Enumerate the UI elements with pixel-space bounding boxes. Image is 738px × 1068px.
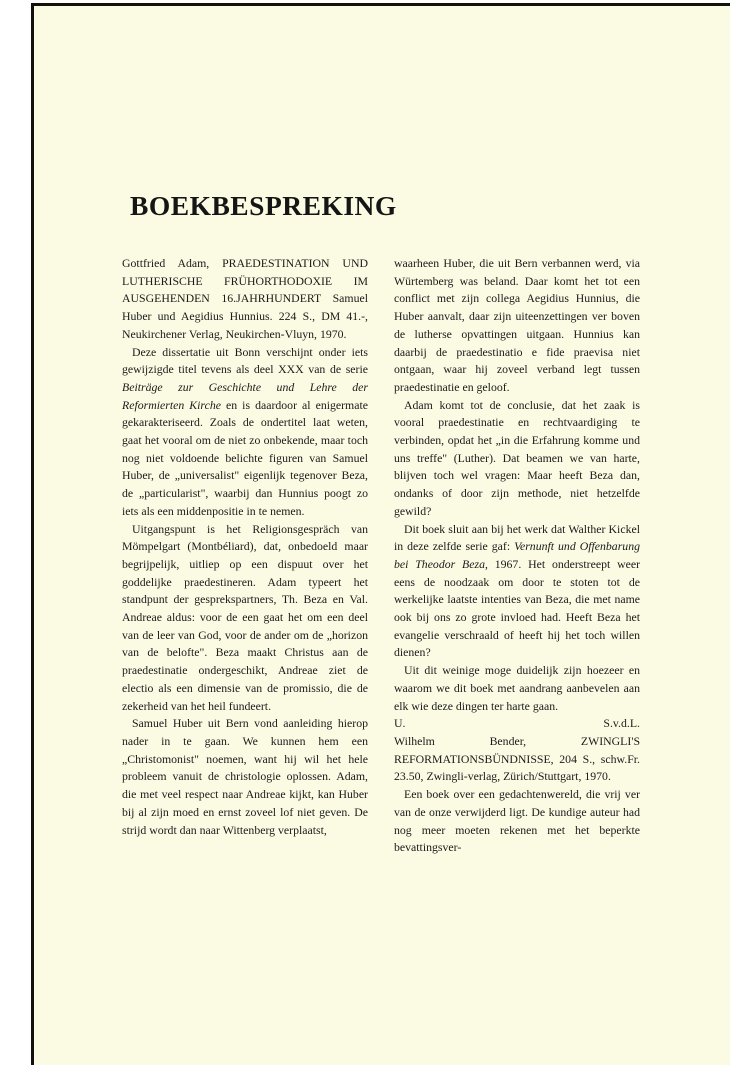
signature-left: U. (394, 716, 406, 731)
review-1-paragraph-4: waarheen Huber, die uit Bern verbannen werd, via Würtemberg was beland. Daar komt het tot een conflict met zijn collega Aegidius Hunnius, die Huber aanvalt, daar zijn uiteenzettingen ver boven de lutherse opvattingen uitgaan. Hunnius kan daarbij de praedestinatio e fide praevisa niet ontgaan, waar hij zoveel verband legt tussen praedestinatie en geloof. (394, 256, 640, 394)
review-1-paragraph-5: Adam komt tot de conclusie, dat het zaak is vooral praedestinatie en rechtvaardiging te verbinden, opdat het „in die Erfahrung komme und uns treffe" (Luther). Dat beamen we van harte, blijven toch wel vragen: Maar heeft Beza dan, ondanks of door zijn methode, niet hetzelfde gewild? (394, 397, 640, 518)
signature-right: S.v.d.L. (603, 716, 640, 731)
right-column (394, 255, 640, 857)
left-column (122, 255, 368, 839)
review-1-paragraph-1-text-a: Deze dissertatie uit Bonn verschijnt onder iets gewijzigde titel tevens als deel XXX van de serie (122, 344, 368, 377)
review-1-paragraph-6 (394, 521, 640, 663)
review-1-paragraph-1 (122, 344, 368, 521)
review-1-signature (394, 715, 640, 733)
review-2-paragraph-1: Een boek over een gedachtenwereld, die vrij ver van de onze verwijderd ligt. De kundige auteur had nog meer moeten rekenen met het beperkte bevattingsver- (394, 787, 640, 855)
review-2-bibliography: Wilhelm Bender, ZWINGLI'S REFORMATIONSBÜNDNISSE, 204 S., schw.Fr. 23.50, Zwingli-verlag, Zürich/Stuttgart, 1970. (394, 733, 640, 784)
review-1-bibliography: Gottfried Adam, PRAEDESTINATION UND LUTHERISCHE FRÜHORTHODOXIE IM AUSGEHENDEN 16.JAHRHUNDERT Samuel Huber und Aegidius Hunnius. 224 S., DM 41.-, Neukirchener Verlag, Neukirchen-Vluyn, 1970. (122, 256, 368, 341)
page-heading: BOEKBESPREKING (130, 190, 397, 221)
review-1-paragraph-2: Uitgangspunt is het Religionsgespräch van Mömpelgart (Montbéliard), dat, onbedoeld maar begrijpelijk, uitliep op een dispuut over het goddelijke praedestineren. Adam typeert het standpunt der gesprekspartners, Th. Beza en Val. Andreae aldus: voor de een gaat het om een deel van de leer van God, voor de ander om de „horizon van de belofte". Beza maakt Christus aan de praedestinatie ondergeschikt, Andreae ziet de electio als een dimensie van de promissio, die de zekerheid van het heil fundeert. (122, 521, 368, 713)
review-1-paragraph-1-text-b: en is daardoor al enigermate gekarakteriseerd. Zoals de ondertitel laat weten, gaat het vooral om de niet zo onbekende, maar toch nog niet voldoende belichte figuren van Samuel Huber, de „universalist" eigenlijk tegenover Beza, de „particularist", waarbij dan Hunnius poogt zo iets als een middenpositie in te nemen. (122, 397, 368, 518)
cited-book-title: Vernunft und Offenbarung bei Theodor Beza (394, 539, 640, 571)
series-title: Beiträge zur Geschichte und Lehre der Reformierten Kirche (122, 379, 368, 412)
review-1-paragraph-7: Uit dit weinige moge duidelijk zijn hoezeer en waarom we dit boek met aandrang aanbevelen aan elk wie deze dingen ter harte gaan. (394, 663, 640, 713)
review-1-paragraph-6-text-a: Dit boek sluit aan bij het werk dat Walther Kickel in deze zelfde serie gaf: (394, 521, 640, 554)
review-1-paragraph-3: Samuel Huber uit Bern vond aanleiding hierop nader in te gaan. We kunnen hem een „Christomonist" noemen, want hij wil het hele probleem vanuit de christologie oplossen. Adam, die met veel respect naar Andreae kijkt, kan Huber bij al zijn moed en ernst zoveel lof niet geven. De strijd wordt dan naar Wittenberg verplaatst, (122, 716, 368, 837)
review-1-paragraph-6-text-b: , 1967. Het onderstreept weer eens de noodzaak om door te stoten tot de werkelijke laatste intenties van Beza, die met name ook bij ons zo grote invloed had. Heeft Beza het evangelie verschraald of heeft hij het toch willen dienen? (394, 556, 640, 660)
book-page (31, 3, 730, 1065)
